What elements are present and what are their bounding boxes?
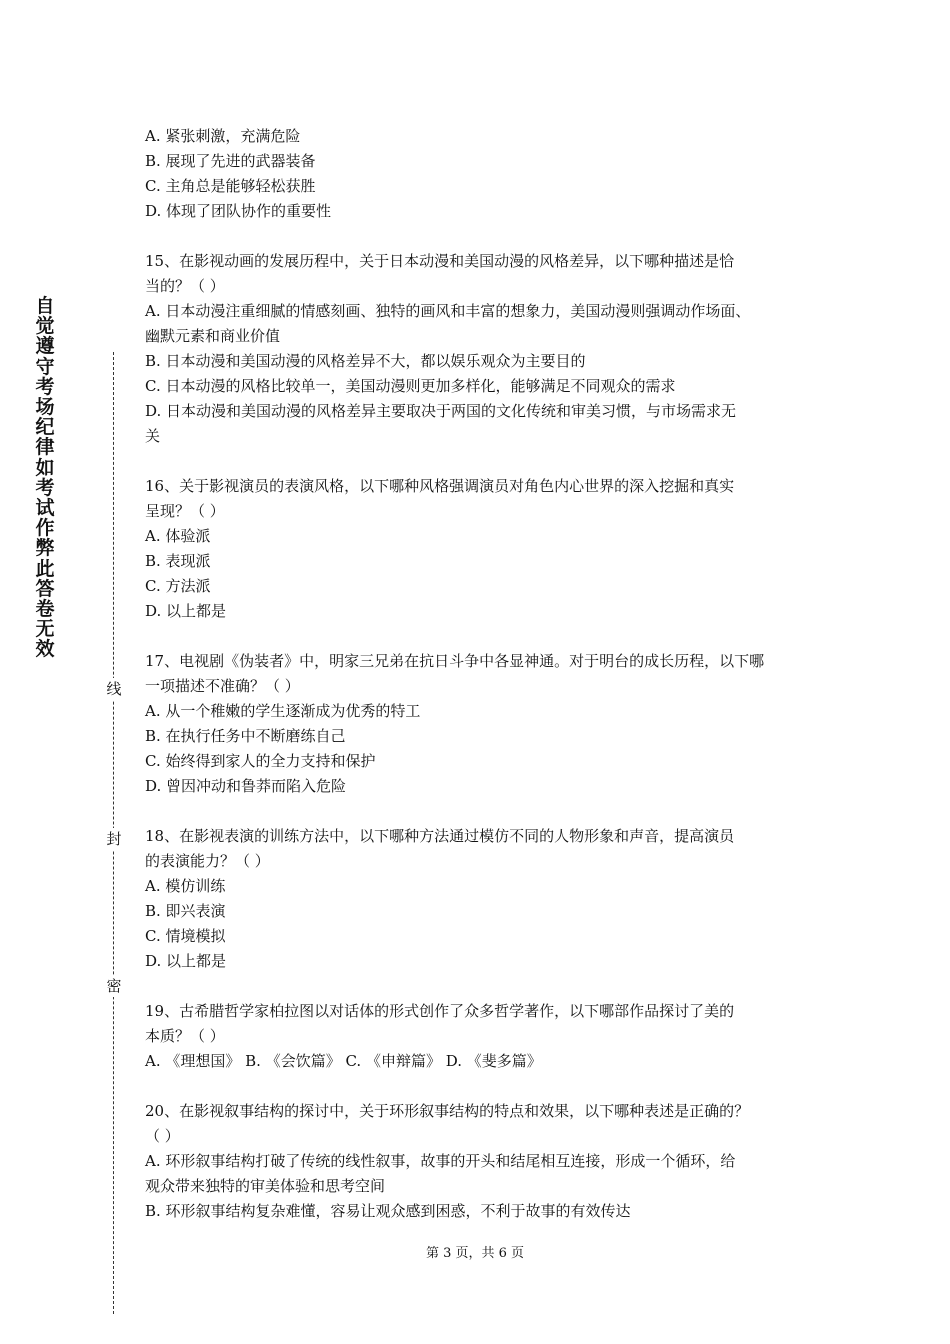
option-d-cont: 关 — [145, 427, 161, 445]
previous-question-options — [145, 124, 825, 224]
binding-char-mi: 密 — [104, 975, 124, 997]
page-number: 第 3 页，共 6 页 — [425, 1246, 525, 1261]
option-d: D. 体现了团队协作的重要性 — [145, 202, 332, 220]
option-b: B. 展现了先进的武器装备 — [145, 152, 316, 170]
question-stem: 呈现？（ ） — [145, 502, 225, 520]
question-stem: 的表演能力？（ ） — [145, 852, 270, 870]
option-a: A. 环形叙事结构打破了传统的线性叙事，故事的开头和结尾相互连接，形成一个循环，给 — [145, 1152, 736, 1170]
question-stem: 17、电视剧《伪装者》中，明家三兄弟在抗日斗争中各显神通。对于明台的成长历程，以下哪 — [145, 652, 765, 670]
question-16 — [145, 474, 825, 624]
question-content — [145, 124, 825, 1224]
question-stem: 18、在影视表演的训练方法中，以下哪种方法通过模仿不同的人物形象和声音，提高演员 — [145, 827, 735, 845]
option-b: B. 在执行任务中不断磨练自己 — [145, 727, 346, 745]
question-17 — [145, 649, 825, 799]
option-c: C. 方法派 — [145, 577, 211, 595]
question-20 — [145, 1099, 825, 1224]
option-d: D. 以上都是 — [145, 952, 227, 970]
question-stem: （ ） — [145, 1127, 180, 1145]
option-a-cont: 观众带来独特的审美体验和思考空间 — [145, 1177, 386, 1195]
question-stem: 20、在影视叙事结构的探讨中，关于环形叙事结构的特点和效果，以下哪种表述是正确的？ — [145, 1102, 750, 1120]
option-b: B. 日本动漫和美国动漫的风格差异不大，都以娱乐观众为主要目的 — [145, 352, 586, 370]
option-b: B. 表现派 — [145, 552, 211, 570]
option-c: C. 始终得到家人的全力支持和保护 — [145, 752, 376, 770]
option-a: A. 紧张刺激，充满危险 — [145, 127, 301, 145]
question-18 — [145, 824, 825, 974]
option-d: D. 日本动漫和美国动漫的风格差异主要取决于两国的文化传统和审美习惯，与市场需求无 — [145, 402, 737, 420]
question-stem: 15、在影视动画的发展历程中，关于日本动漫和美国动漫的风格差异，以下哪种描述是恰 — [145, 252, 735, 270]
option-a: A. 模仿训练 — [145, 877, 226, 895]
question-stem: 本质？（ ） — [145, 1027, 225, 1045]
question-stem: 16、关于影视演员的表演风格，以下哪种风格强调演员对角色内心世界的深入挖掘和真实 — [145, 477, 735, 495]
option-c: C. 主角总是能够轻松获胜 — [145, 177, 316, 195]
question-stem: 当的？（ ） — [145, 277, 225, 295]
option-a: A. 日本动漫注重细腻的情感刻画、独特的画风和丰富的想象力，美国动漫则强调动作场面、 — [145, 302, 751, 320]
binding-char-feng: 封 — [104, 828, 124, 850]
question-stem: 19、古希腊哲学家柏拉图以对话体的形式创作了众多哲学著作，以下哪部作品探讨了美的 — [145, 1002, 735, 1020]
options-inline: A. 《理想国》 B. 《会饮篇》 C. 《申辩篇》 D. 《斐多篇》 — [145, 1052, 542, 1070]
question-19 — [145, 999, 825, 1074]
option-d: D. 曾因冲动和鲁莽而陷入危险 — [145, 777, 347, 795]
binding-char-xian: 线 — [104, 678, 124, 700]
option-b: B. 环形叙事结构复杂难懂，容易让观众感到困惑，不利于故事的有效传达 — [145, 1202, 631, 1220]
question-stem: 一项描述不准确？（ ） — [145, 677, 300, 695]
option-c: C. 情境模拟 — [145, 927, 226, 945]
exam-discipline-notice: 自觉遵守考场纪律如考试作弊此答卷无效 — [35, 295, 55, 661]
option-c: C. 日本动漫的风格比较单一，美国动漫则更加多样化，能够满足不同观众的需求 — [145, 377, 676, 395]
option-a: A. 体验派 — [145, 527, 211, 545]
option-d: D. 以上都是 — [145, 602, 227, 620]
option-b: B. 即兴表演 — [145, 902, 226, 920]
option-a: A. 从一个稚嫩的学生逐渐成为优秀的特工 — [145, 702, 421, 720]
option-a-cont: 幽默元素和商业价值 — [145, 327, 281, 345]
question-15 — [145, 249, 825, 449]
